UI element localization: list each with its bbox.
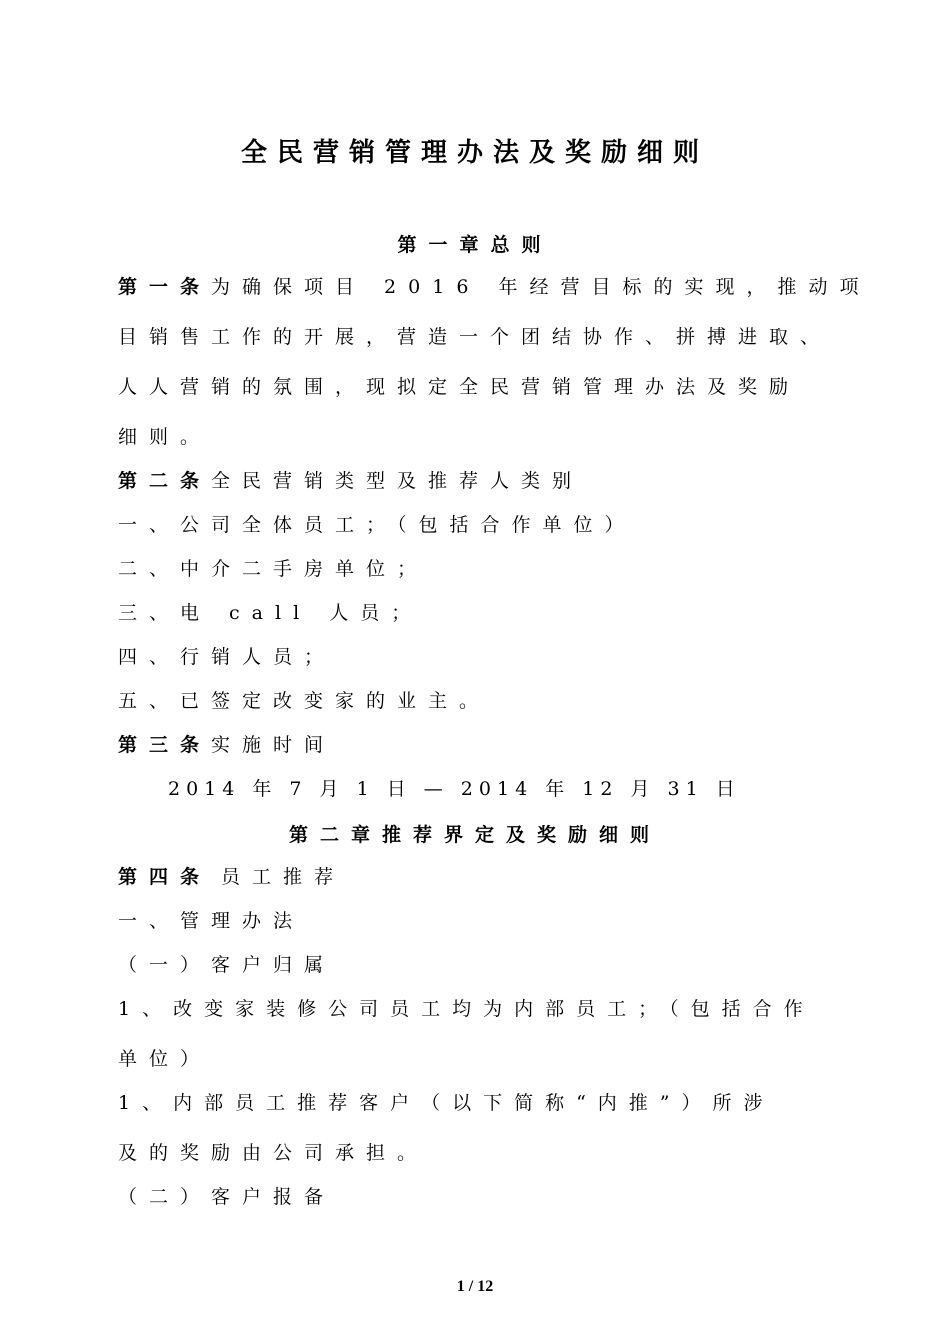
subsection-heading: （二）客户报备 [118,1186,336,1208]
list-item: 三、电 call 人员； [118,602,423,624]
list-item: 二、中介二手房单位； [118,558,429,580]
period-text: 2014 年 7 月 1 日 — 2014 年 12 月 31 日 [168,778,741,800]
article-label: 第四条 [118,866,212,888]
paragraph-line: 目销售工作的开展，营造一个团结协作、拼搏进取、 [118,326,832,348]
list-item: 五、已签定改变家的业主。 [118,690,491,712]
article-text: 全民营销类型及推荐人类别 [211,470,584,492]
section-heading: 一、管理办法 [118,910,305,932]
article-text: 实施时间 [211,734,336,756]
list-item: 1、改变家装修公司员工均为内部员工；（包括合作 [118,998,815,1020]
list-item: 四、行销人员； [118,646,336,668]
list-item-continued: 单位） [118,1048,212,1070]
paragraph-line [118,468,583,494]
article-label: 第三条 [118,734,212,756]
document-title: 全民营销管理办法及奖励细则 [240,138,709,168]
paragraph-line: 人人营销的氛围，现拟定全民营销管理办法及奖励 [118,376,801,398]
list-item: 一、公司全体员工；（包括合作单位） [118,514,636,536]
chapter-heading: 第一章总则 [397,234,553,256]
list-item: 1、内部员工推荐客户（以下简称“内推”）所涉 [118,1092,775,1114]
article-label: 第二条 [118,470,212,492]
article-text: 员工推荐 [221,866,346,888]
subsection-heading: （一）客户归属 [118,954,336,976]
paragraph-line [118,864,345,890]
paragraph-line: 细则。 [118,426,212,448]
article-text: 为确保项目 2016 年经营目标的实现，推动项 [211,276,871,298]
page-number: 1 / 12 [456,1278,494,1295]
article-label: 第一条 [118,276,212,298]
paragraph-line [118,732,335,758]
list-item-continued: 及的奖励由公司承担。 [118,1142,429,1164]
chapter-heading: 第二章推荐界定及奖励细则 [288,824,661,846]
paragraph-line [118,274,870,300]
